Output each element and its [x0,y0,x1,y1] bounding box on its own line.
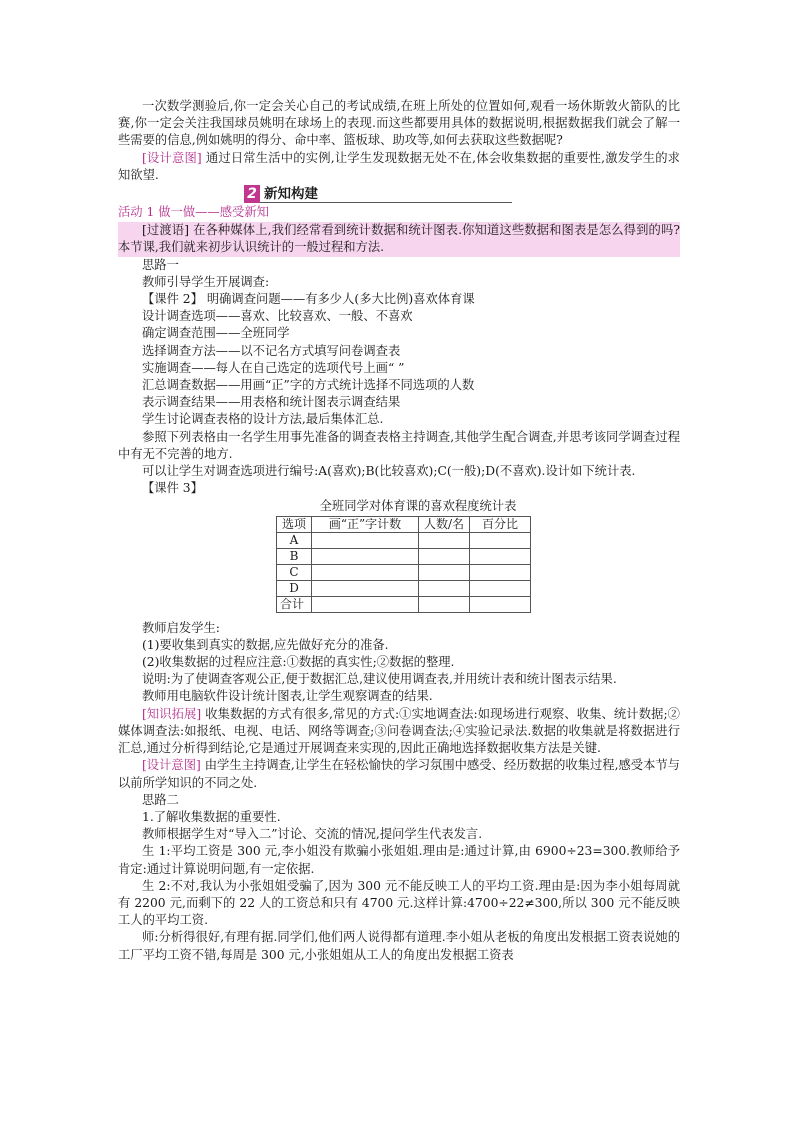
step-item: 设计调查选项——喜欢、比较喜欢、一般、不喜欢 [142,309,413,324]
courseware-3: 【课件 3】 [142,481,203,496]
guidance-note: 说明:为了使调查客观公正,便于数据汇总,建议使用调查表,并用统计表和统计图表示结果. [142,672,617,687]
guidance-software: 教师用电脑软件设计统计图表,让学生观察调查的结果. [142,689,433,704]
table-header: 百分比 [470,516,531,532]
step-item: 选择调查方法——以不记名方式填写问卷调查表 [142,343,401,358]
guidance-point: (1)要收集到真实的数据,应先做好充分的准备. [142,637,389,652]
step-item: 学生讨论调查表格的设计方法,最后集体汇总. [142,412,384,427]
section-header [118,185,680,203]
idea1-title: 思路一 [142,257,179,272]
table-row [277,548,531,564]
option-cell: A [277,532,312,548]
guidance-lead: 教师启发学生: [142,620,220,635]
transition-paragraph [118,222,680,256]
table-header: 画“正”字计数 [312,516,419,532]
idea1-lead: 教师引导学生开展调查: [142,274,270,289]
design-intent-tag: [设计意图] [142,150,202,165]
table-title: 全班同学对体育课的喜欢程度统计表 [319,499,517,514]
design-intent-paragraph [118,150,680,184]
step-item: 确定调查范围——全班同学 [142,326,290,341]
guidance-point: (2)收集数据的过程应注意:①数据的真实性;②数据的整理. [142,655,455,670]
option-cell: C [277,564,312,580]
step-item: 表示调查结果——用表格和统计图表示调查结果 [142,395,401,410]
table-header: 选项 [277,516,312,532]
knowledge-tag: [知识拓展] [142,706,202,721]
idea2-lead: 教师根据学生对“导入二”讨论、交流的情况,提问学生代表发言. [142,827,483,842]
table-total-row [277,596,531,612]
intro-paragraph: 一次数学测验后,你一定会关心自己的考试成绩,在班上所处的位置如何,观看一场休斯敦火箭队的比赛,你一定会关注我国球员姚明在球场上的表现.而这些都要用具体的数据说明,根据数据我们就会了解一些需要的信息,例如姚明的得分、命中率、篮板球、助攻等,如何去获取这些数据呢? [118,99,680,148]
activity-heading: 活动 1 做一做——感受新知 [118,205,269,220]
transition-tag: [过渡语] [142,223,190,238]
design-intent-tag: [设计意图] [142,758,201,773]
design-intent-text: 由学生主持调查,让学生在轻松愉快的学习氛围中感受、经历数据的收集过程,感受本节与以前所学知识的不同之处. [118,758,680,790]
table-row [277,580,531,596]
student-answer: 生 1:平均工资是 300 元,李小姐没有欺骗小张姐姐.理由是:通过计算,由 6900÷23=300.教师给予肯定:通过计算说明问题,有一定依据. [118,844,680,876]
refer-paragraph: 参照下列表格由一名学生用事先准备的调查表格主持调查,其他学生配合调查,并思考该同学调查过程中有无不完善的地方. [118,429,680,461]
option-cell: D [277,580,312,596]
courseware-2: 【课件 2】 明确调查问题——有多少人(多大比例)喜欢体育课 [142,292,475,307]
table-header: 人数/名 [419,516,470,532]
knowledge-paragraph [118,706,680,758]
knowledge-text: 收集数据的方式有很多,常见的方式:①实地调查法:如现场进行观察、收集、统计数据;②媒体调查法:如报纸、电视、电话、网络等调查;③问卷调查法;④实验记录法.数据的收集就是将数据进行汇总,通过分析得到结论,它是通过开展调查来实现的,因此正确地选择数据收集方法是关键. [118,706,680,756]
table-header-row [277,516,531,532]
step-item: 实施调查——每人在自己选定的选项代号上画“ ” [142,360,405,375]
idea2-title: 思路二 [142,792,179,807]
total-cell: 合计 [277,596,312,612]
design-intent-text: 通过日常生活中的实例,让学生发现数据无处不在,体会收集数据的重要性,激发学生的求知欲望. [118,150,680,182]
table-row [277,532,531,548]
lesson-page [118,98,680,964]
option-cell: B [277,548,312,564]
idea2-item: 1.了解收集数据的重要性. [142,809,281,824]
survey-table [276,516,531,613]
student-answer: 生 2:不对,我认为小张姐姐受骗了,因为 300 元不能反映工人的平均工资.理由是:因为李小姐每周就有 2200 元,而剩下的 22 人的工资总和只有 4700 元.这样计算:4700÷22≠300,所以 300 元不能反映工人的平均工资. [118,878,680,928]
coding-paragraph: 可以让学生对调查选项进行编号:A(喜欢);B(比较喜欢);C(一般);D(不喜欢).设计如下统计表. [142,464,636,479]
transition-text: 在各种媒体上,我们经常看到统计数据和统计图表.你知道这些数据和图表是怎么得到的吗?本节课,我们就来初步认识统计的一般过程和方法. [118,223,680,255]
step-item: 汇总调查数据——用画“正”字的方式统计选择不同选项的人数 [142,378,475,393]
section-number-badge: 2 [244,185,260,203]
section-title: 新知构建 [264,186,318,203]
teacher-comment: 师:分析得很好,有理有据.同学们,他们两人说得都有道理.李小姐从老板的角度出发根据工资表说她的工厂平均工资不错,每周是 300 元,小张姐姐从工人的角度出发根据工资表 [118,930,680,962]
table-row [277,564,531,580]
design-intent-paragraph [118,757,680,791]
